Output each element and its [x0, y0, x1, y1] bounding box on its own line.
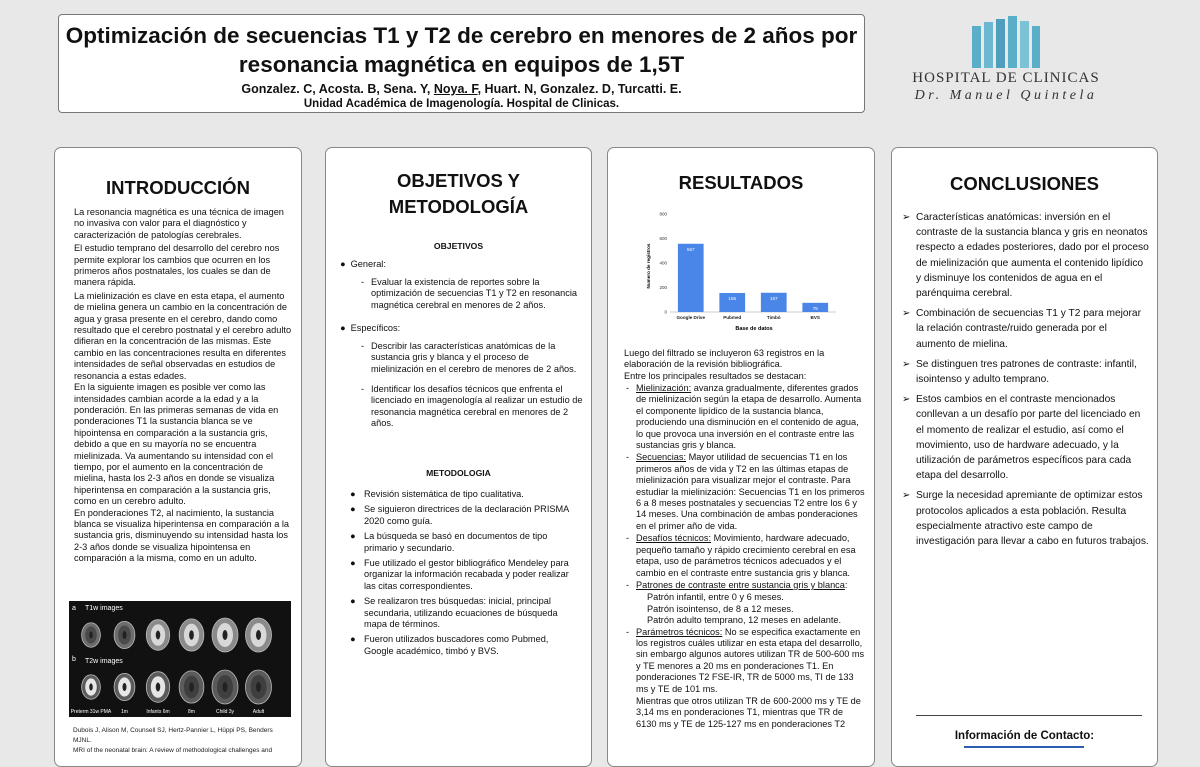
resultado-tail-line: 6130 ms y TE de 125-127 ms en ponderaciones T2: [636, 718, 846, 729]
resultado-item-label: Patrones de contraste entre sustancia gris y blanca: [636, 579, 845, 590]
conclusion-item-text: Surge la necesidad apremiante de optimizar estos protocolos aplicados a esta población. Resulta especialmente atractivo este campo de investigación para llevar a cabo en futuros trabajos.: [916, 490, 1149, 548]
chart-data-label: 75: [812, 305, 818, 311]
t2-label: T2w images: [85, 658, 123, 665]
hospital-logo: [900, 16, 1112, 112]
especifico-item-text: Describir las características anatómicas de la sustancia gris y blanca y el proceso de mielinización en el cerebro de menores de 2 años.: [371, 341, 577, 374]
intro-body: [74, 207, 292, 567]
contact-divider: [916, 715, 1142, 716]
chart-y-tick-label: 200: [659, 285, 667, 290]
metodologia-item-text: Revisión sistemática de tipo cualitativa.: [364, 489, 524, 499]
brain-ventricle: [256, 682, 261, 692]
intro-paragraph: En ponderaciones T2, al nacimiento, la sustancia blanca se visualiza hiperintensa en comparación a la sustancia gris, disminuyendo su intensidad hasta los 2-3 años donde se visualiza hipointensa en comparación a la misma, como en un adulto.: [74, 507, 290, 564]
brain-ventricle: [156, 683, 161, 692]
arrow-bullet-icon: ➢: [902, 308, 911, 320]
resultado-item: [624, 580, 866, 591]
intro-heading: INTRODUCCIÓN: [106, 177, 250, 198]
dash-bullet: -: [626, 579, 630, 590]
records-bar-chart: [640, 208, 840, 338]
brain-ventricle: [223, 682, 228, 692]
conclusion-item: [902, 357, 1149, 387]
chart-x-label: Base de datos: [735, 326, 773, 332]
patron-line: Patrón isointenso, de 8 a 12 meses.: [647, 603, 794, 614]
general-label-text: General:: [350, 259, 386, 269]
chart-y-tick-label: 0: [664, 309, 667, 315]
mri-column-label: 8m: [188, 709, 195, 715]
resultado-item: [624, 627, 866, 695]
reference-line: Dubois J, Alison M, Counsell SJ, Hertz-Pannier L, Hüppi PS, Benders MJNL.: [73, 727, 273, 744]
especificos-label-text: Específicos:: [350, 323, 401, 333]
resultado-item: [624, 452, 866, 532]
arrow-bullet-icon: ➢: [902, 394, 911, 406]
metodologia-item: [350, 596, 580, 630]
bullet: ●: [350, 531, 356, 542]
chart-y-label: Numero de registros: [646, 243, 651, 289]
chart-y-tick-label: 400: [659, 260, 667, 266]
arrow-bullet-icon: ➢: [902, 358, 911, 370]
fig-label-a: a: [72, 605, 76, 612]
conclusion-item-text: Se distinguen tres patrones de contraste: infantil, isointenso y adulto temprano.: [916, 358, 1137, 386]
mri-column-label: Infants 6m: [146, 709, 170, 715]
brain-ventricle: [189, 682, 194, 692]
metodologia-item-text: La búsqueda se basó en documentos de tipo primario y secundario.: [364, 531, 548, 553]
conclusiones-heading: CONCLUSIONES: [949, 173, 1100, 194]
mri-column-label: Adult: [252, 709, 265, 715]
resultado-item-text: Movimiento, hardware adecuado, pequeño tamaño y rápido crecimiento cerebral en esa etapa, uso de parámetros técnicos adecuados y el cambio en el contraste entre sustancia gris y blanca.: [636, 533, 856, 578]
mri-column-label: Child 3y: [215, 709, 235, 715]
metodologia-item: [350, 489, 580, 500]
brain-ventricle: [123, 631, 127, 639]
dash-bullet: -: [361, 341, 365, 351]
dash-bullet: -: [361, 384, 365, 394]
brain-ventricle: [89, 631, 93, 638]
logo-line-2: Dr. Manuel Quintela: [914, 88, 1098, 103]
chart-bar: [678, 244, 704, 312]
contact-email-link[interactable]: [964, 746, 1084, 752]
title-line-1: Optimización de secuencias T1 y T2 de cerebro en menores de 2 años por: [65, 23, 858, 48]
especifico-item: [361, 341, 583, 375]
objetivos-heading-line-2: METODOLOGÍA: [388, 196, 529, 217]
resultado-tail-line: 3,14 ms en ponderaciones T1, mientras que TR de: [636, 707, 844, 718]
bullet: ●: [350, 558, 356, 569]
conclusion-item-text: Características anatómicas: inversión en el contraste de la sustancia blanca y gris en neonatos respecto a edades posteriores, dado por el proceso de mielinización que aumenta el contenido lipídico y disminuye los contenidos de agua en el parénquima cerebral.: [916, 212, 1149, 300]
resultados-panel: [607, 147, 875, 767]
brain-ventricle: [89, 683, 93, 690]
resultado-item-label: Parámetros técnicos:: [636, 626, 723, 637]
resultados-intro-line: Luego del filtrado se incluyeron 63 registros en la elaboración de la revisión bibliográfica.: [624, 348, 825, 370]
conclusiones-panel: [891, 147, 1158, 767]
resultado-item-text: avanza gradualmente, diferentes grados de mielinización según la etapa de desarrollo. Aumenta el componente lipídico de la sustancia blanca, produciendo una disminución en el contenido de agua, lo que provoca una inversión en el contraste entre las sustancias gris y blanca.: [636, 383, 862, 451]
poster-title: [59, 21, 864, 79]
patron-line: Patrón adulto temprano, 12 meses en adelante.: [647, 615, 842, 626]
title-box: [58, 14, 865, 113]
dash-bullet: -: [626, 626, 630, 637]
mri-image-grid: [69, 601, 291, 717]
metodologia-item-text: Se realizaron tres búsquedas: inicial, principal secundaria, utilizando ecuaciones de búsqueda mapa de términos.: [364, 596, 558, 630]
resultado-item-label: Mielinización:: [636, 383, 692, 393]
arrow-bullet-icon: ➢: [902, 212, 911, 223]
resultado-item-label: Desafíos técnicos:: [636, 533, 712, 544]
resultado-item-text: Mayor utilidad de secuencias T1 en los primeros años de vida y T2 en las últimas etapas de mielinización para visualizar mejor el contraste. Para estudiar la mielinización: Secuencias T1 en los primeros 6 a 8 meses postnatales y secuencias T2 entre los 6 y 14 meses. Una combinación de ambas ponderaciones en el primer año de vida.: [636, 452, 865, 531]
resultados-heading: RESULTADOS: [678, 172, 804, 193]
authors-before: Gonzalez. C, Acosta. B, Sena. Y,: [241, 82, 434, 96]
brain-ventricle: [189, 630, 194, 640]
dash-bullet: -: [626, 452, 630, 463]
chart-category-label: BVS: [810, 315, 820, 320]
brain-ventricle: [256, 630, 261, 640]
chart-y-tick-label: 800: [659, 211, 667, 217]
t1-label: T1w images: [85, 605, 123, 612]
conclusion-item-text: Estos cambios en el contraste mencionados conllevan a un desafío por parte del licenciado en el momento de realizar el estudio, así como el movimiento, uso de hardware adecuado, y la utilización de parámetros específicos para cada etapa del desarrollo.: [916, 394, 1141, 482]
bullet: ●: [350, 596, 356, 607]
general-item: [361, 277, 583, 311]
general-label: ● General:: [340, 259, 386, 269]
resultado-tail-line: Mientras que otros utilizan TR de 600-2000 ms y TE de: [636, 695, 861, 706]
resultado-item: [624, 383, 866, 451]
resultados-intro: [624, 348, 864, 382]
metodologia-subheading: METODOLOGIA: [426, 468, 491, 478]
dash-bullet: -: [361, 277, 365, 287]
chart-category-label: Pubmed: [723, 315, 742, 320]
chart-data-label: 557: [686, 246, 695, 252]
conclusion-item: [902, 210, 1149, 301]
chart-category-label: Timbó: [766, 315, 781, 320]
fig-label-b: b: [72, 656, 76, 663]
metodologia-item: [350, 634, 580, 657]
resultado-item-label: Secuencias:: [636, 452, 687, 463]
intro-paragraph: El estudio temprano del desarrollo del cerebro nos permite explorar los cambios que ocurren en los primeros años postnatales, los cuales se dan de manera rápida.: [74, 243, 280, 288]
resultado-item-text: No se especifica exactamente en los registros cuáles utilizar en esta etapa del desarrollo, sin embargo algunos autores utilizan TR de 500-600 ms y TE menores a 20 ms en ponderaciones T1. En ponderaciones T2 FSE-IR, TR de 5000 ms, TI de 133 ms y TE de 101 ms.: [636, 626, 865, 694]
chart-data-label: 157: [769, 295, 778, 301]
presenting-author: Noya. F: [433, 82, 478, 96]
metodologia-item: [350, 504, 580, 527]
logo-line-1: HOSPITAL DE CLINICAS: [912, 70, 1100, 86]
resultado-item-text: :: [844, 579, 848, 590]
metodologia-list: [350, 489, 580, 661]
objetivos-heading: [326, 168, 591, 220]
hospital-logo-icon: [970, 16, 1042, 68]
metodologia-item-text: Fue utilizado el gestor bibliográfico Mendeley para organizar la información recabada y poder realizar las citas correspondientes.: [364, 558, 569, 591]
bullet: ●: [350, 489, 356, 499]
title-line-2: resonancia magnética en equipos de 1,5T: [238, 52, 685, 77]
metodologia-item: [350, 558, 580, 592]
academic-unit: Unidad Académica de Imagenología. Hospital de Clinicas.: [303, 98, 620, 110]
contact-label: Información de Contacto:: [954, 730, 1095, 742]
conclusiones-list: [902, 210, 1149, 554]
authors-after: , Huart. N, Gonzalez. D, Turcatti. E.: [477, 82, 682, 96]
chart-data-label: 155: [728, 296, 737, 302]
dash-bullet: -: [626, 383, 630, 393]
patron-line: Patrón infantil, entre 0 y 6 meses.: [647, 592, 784, 603]
especifico-item: [361, 384, 583, 430]
especificos-label: ● Específicos:: [340, 323, 401, 333]
objetivos-heading-line-1: OBJETIVOS Y: [396, 170, 521, 191]
resultados-list: [624, 383, 866, 730]
metodologia-item-text: Fueron utilizados buscadores como Pubmed, Google académico, timbó y BVS.: [364, 634, 549, 656]
arrow-bullet-icon: ➢: [902, 490, 911, 502]
conclusion-item: [902, 392, 1149, 483]
conclusion-item: [902, 488, 1149, 549]
general-item-text: Evaluar la existencia de reportes sobre la optimización de secuencias T1 y T2 en resonancia magnética cerebral en menores de 2 años.: [371, 277, 577, 310]
brain-ventricle: [156, 631, 161, 640]
objetivos-subheading: OBJETIVOS: [433, 241, 484, 251]
chart-category-label: Google Drive: [676, 315, 706, 320]
objetivos-panel: [325, 147, 592, 767]
references: [73, 726, 293, 756]
bullet: ●: [350, 634, 356, 645]
brain-ventricle: [123, 683, 127, 691]
authors: [59, 82, 864, 96]
resultados-intro-line: Entre los principales resultados se destacan:: [624, 370, 807, 381]
intro-paragraph: En la siguiente imagen es posible ver como las intensidades cambian acorde a la edad y a la ponderación. En las primeras semanas de vida en ponderaciones T1 la sustancia blanca se ve hipointensa en comparación a la sustancia gris, debido a que en su mayoría no se encuentra mielinizada. Va aumentando su intensidad con el tiempo, por el aumento en la concentración de mielina, hasta los 2-3 años en donde se visualiza hiperintensa en comparación a la sustancia gris, como en un cerebro adulto.: [74, 382, 279, 507]
mri-figure: [69, 601, 291, 717]
brain-ventricle: [223, 630, 228, 640]
conclusion-item-text: Combinación de secuencias T1 y T2 para mejorar la relación contraste/ruido generada por el aumento de mielina.: [916, 308, 1141, 350]
reference-line: MRI of the neonatal brain: A review of methodological challenges and: [73, 747, 273, 754]
conclusion-item: [902, 306, 1149, 352]
intro-paragraph: La resonancia magnética es una técnica de imagen no invasiva con valor para el diagnóstico y caracterización de patologías cerebrales.: [74, 207, 284, 240]
bullet: ●: [350, 504, 356, 515]
especifico-item-text: Identificar los desafíos técnicos que enfrenta el licenciado en imagenología al realizar un estudio de resonancia magnética cerebral en menores de 2 años.: [371, 384, 583, 429]
metodologia-item-text: Se siguieron directrices de la declaración PRISMA 2020 como guía.: [364, 504, 569, 526]
intro-panel: [54, 147, 302, 767]
chart-y-tick-label: 600: [659, 236, 667, 241]
intro-paragraph: La mielinización es clave en esta etapa, el aumento de mielina genera un cambio en la concentración de agua y grasa presente en el cerebro, dando como resultado que el cerebro postnatal y el cerebro adulto difieran en la concentración de las mismas. Este cambio en las concentraciones resulta en diferentes intensidades de señal observadas en estudios de resonancia a estas edades.: [74, 290, 292, 381]
resultado-item: [624, 533, 866, 579]
dash-bullet: -: [626, 533, 630, 544]
metodologia-item: [350, 531, 580, 554]
mri-column-label: Preterm 31w PMA: [70, 709, 112, 715]
mri-column-label: 1m: [121, 709, 128, 715]
